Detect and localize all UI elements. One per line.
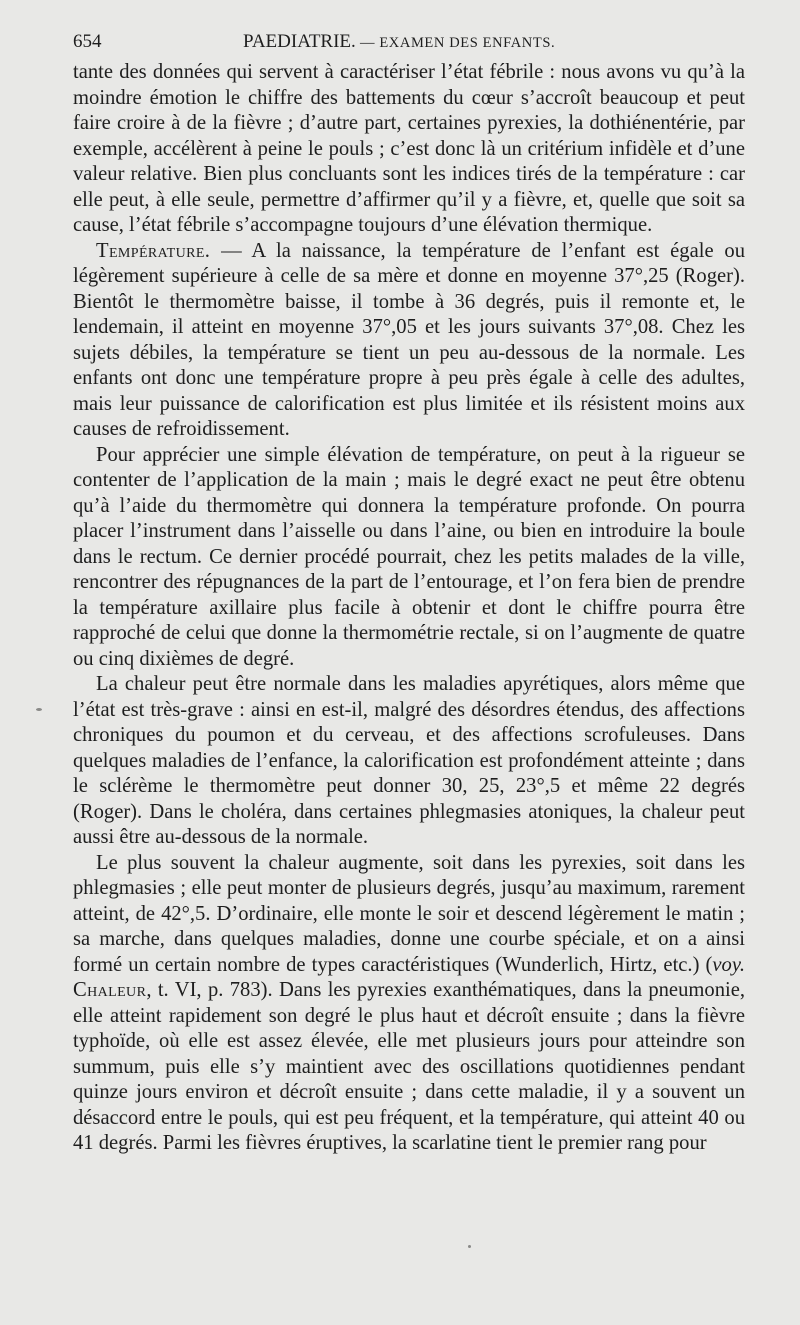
page-speck	[468, 1245, 471, 1248]
body-text	[73, 60, 745, 1157]
cross-reference-voy: voy.	[712, 953, 745, 976]
running-title-sub: EXAMEN DES ENFANTS.	[379, 35, 556, 51]
paragraph-5-part-b: , t. VI, p. 783). Dans les pyrexies exanthématiques, dans la pneumonie, elle atteint rapidement son degré le plus haut et décroît ensuite ; dans la fièvre typhoïde, où elle est assez élevée, elle met plusieurs jours pour atteindre son summum, puis elle s’y maintient avec des oscillations quotidiennes pendant quinze jours environ et décroît ensuite ; dans cette maladie, il y a souvent un désaccord entre le pouls, qui est peu fréquent, et la température, qui atteint 40 ou 41 degrés. Parmi les fièvres éruptives, la scarlatine tient le premier rang pour	[73, 979, 745, 1154]
paragraph-5	[73, 851, 745, 1157]
page-number: 654	[73, 31, 102, 52]
page-speck	[36, 708, 42, 711]
paragraph-1: tante des données qui servent à caractériser l’état fébrile : nous avons vu qu’à la moindre émotion le chiffre des battements du cœur s’accroît beaucoup et peut faire croire à de la fièvre ; d’autre part, certaines pyrexies, la dothiénentérie, par exemple, accélèrent à peine le pouls ; c’est donc là un critérium infidèle et d’une valeur relative. Bien plus concluants sont les indices tirés de la température : car elle peut, à elle seule, permettre d’affirmer qu’il y a fièvre, et, quelle que soit sa cause, l’état fébrile s’accompagne toujours d’une élévation thermique.	[73, 61, 745, 236]
running-title-dash: —	[355, 35, 380, 51]
paragraph-temperature-text: — A la naissance, la température de l’enfant est égale ou légèrement supérieure à celle de sa mère et donne en moyenne 37°,25 (Roger). Bientôt le thermomètre baisse, il tombe à 36 degrés, puis il remonte et, le lendemain, il atteint en moyenne 37°,05 et les jours suivants 37°,08. Chez les sujets débiles, la température se tient un peu au-dessous de la normale. Les enfants ont donc une température propre à peu près égale à celle des adultes, mais leur puissance de calorification est plus limitée et ils résistent moins aux causes de refroidissement.	[73, 239, 745, 440]
paragraph-temperature	[73, 239, 745, 443]
paragraph-3: Pour apprécier une simple élévation de température, on peut à la rigueur se contenter de l’application de la main ; mais le degré exact ne peut être obtenu qu’à l’aide du thermomètre qui donnera la température profonde. On pourra placer l’instrument dans l’aisselle ou dans l’aine, ou bien en introduire la boule dans le rectum. Ce dernier procédé pourrait, chez les petits malades de la ville, rencontrer des répugnances de la part de l’entourage, et l’on fera bien de prendre la température axillaire plus facile à obtenir et dont le chiffre pourra être rapproché de celui que donne la thermométrie rectale, si on l’augmente de quatre ou cinq dixièmes de degré.	[73, 443, 745, 670]
paragraph-5-part-a: Le plus souvent la chaleur augmente, soit dans les pyrexies, soit dans les phlegmasies ; elle peut monter de plusieurs degrés, jusqu’au maximum, rarement atteint, de 42°,5. D’ordinaire, elle monte le soir et descend légèrement le matin ; sa marche, dans quelques maladies, donne une courbe spéciale, et on a ainsi formé un certain nombre de types caractéristiques (Wunderlich, Hirtz, etc.) (	[73, 851, 745, 976]
cross-reference-chaleur: Chaleur	[73, 979, 147, 1001]
paragraph-4: La chaleur peut être normale dans les maladies apyrétiques, alors même que l’état est très-grave : ainsi en est-il, malgré des désordres étendus, des affections chroniques du poumon et du cerveau, et des affections scrofuleuses. Dans quelques maladies de l’enfance, la calorification est profondément atteinte ; dans le sclérème le thermomètre peut donner 30, 25, 23°,5 et même 22 degrés (Roger). Dans le choléra, dans certaines phlegmasies atoniques, la chaleur peut aussi être au-dessous de la normale.	[73, 673, 745, 848]
running-title-main: PAEDIATRIE.	[243, 31, 356, 52]
section-heading-temperature: Température.	[96, 239, 211, 262]
running-header	[73, 31, 745, 57]
running-title	[243, 31, 555, 53]
